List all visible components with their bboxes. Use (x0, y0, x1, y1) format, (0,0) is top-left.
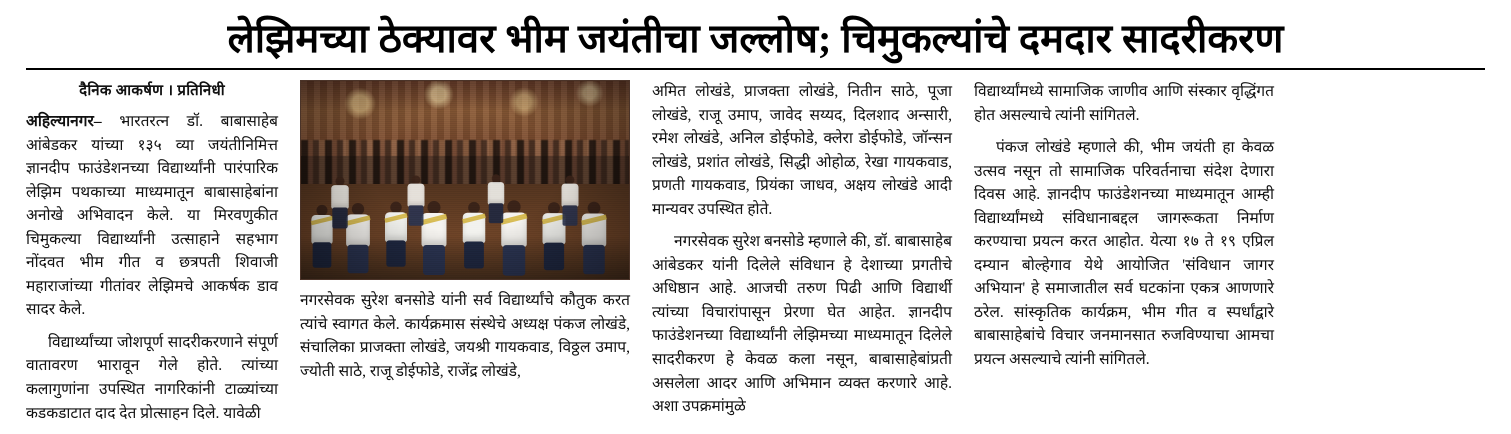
article-columns (26, 80, 1485, 434)
page-title: लेझिमच्या ठेक्यावर भीम जयंतीचा जल्लोष; चिमुकल्यांचे दमदार सादरीकरण (227, 16, 1284, 61)
photo-caption: नगरसेवक सुरेश बनसोडे यांनी सर्व विद्यार्थ्यांचे कौतुक करत त्यांचे स्वागत केले. कार्यक्रमास संस्थेचे अध्यक्ष पंकज लोखंडे, संचालिका प्राजक्ता लोखंडे, जयश्री गायकवाड, विठ्ठल उमाप, ज्योती साठे, राजू डोईफोडे, राजेंद्र लोखंडे, (300, 292, 630, 380)
paragraph-bansode-quote: नगरसेवक सुरेश बनसोडे म्हणाले की, डॉ. बाबासाहेब आंबेडकर यांनी दिलेले संविधान हे देशाच्या प्रगतीचे अधिष्ठान आहे. आजची तरुण पिढी आणि विद्यार्थी त्यांच्या विचारांपासून प्रेरणा घेत आहेत. ज्ञानदीप फाउंडेशनच्या विद्यार्थ्यांनी लेझिमच्या माध्यमातून दिलेले सादरीकरण हे केवळ कला नसून, बाबासाहेबांप्रती असलेला आदर आणि अभिमान व्यक्त करणारे आहे. अशा उपक्रमांमुळे (652, 233, 952, 416)
byline: दैनिक आकर्षण । प्रतिनिधी (79, 83, 225, 99)
paragraph-bansode-quote-cont: विद्यार्थ्यांमध्ये सामाजिक जाणीव आणि संस्कार वृद्धिंगत होत असल्याचे त्यांनी सांगितले. (974, 83, 1274, 124)
paragraph-lokhande-quote: पंकज लोखंडे म्हणाले की, भीम जयंती हा केवळ उत्सव नसून तो सामाजिक परिवर्तनाचा संदेश देणारा दिवस आहे. ज्ञानदीप फाउंडेशनच्या माध्यमातून आम्ही विद्यार्थ्यांमध्ये संविधानाबद्दल जागरूकता निर्माण करण्याचा प्रयत्न करत आहोत. येत्या १७ ते १९ एप्रिल दम्यान बोल्हेगाव येथे आयोजित 'संविधान जागर अभियान' हे समाजातील सर्व घटकांना एकत्र आणणारे ठरेल. सांस्कृतिक कार्यक्रम, भीम गीत व स्पर्धांद्वारे बाबासाहेबांचे विचार जनमानसात रुजविण्याचा आमचा प्रयत्न असल्याचे त्यांनी सांगितले. (974, 139, 1274, 369)
column-one (26, 80, 278, 434)
column-four (974, 80, 1274, 381)
dateline: अहिल्यानगर– (26, 113, 102, 130)
paragraph-attendees: अमित लोखंडे, प्राजक्ता लोखंडे, नितीन साठे, पूजा लोखंडे, राजू उमाप, जावेद सय्यद, दिलशाद अन्सारी, रमेश लोखंडे, अनिल डोईफोडे, क्लेरा डोईफोडे, जॉन्सन लोखंडे, प्रशांत लोखंडे, सिद्धी ओहोळ, रेखा गायकवाड, प्रणती गायकवाड, प्रियंका जाधव, अक्षय लोखंडे आदी मान्यवर उपस्थित होते. (652, 83, 952, 218)
paragraph-intro (26, 110, 278, 322)
column-three (652, 80, 952, 428)
article-photo (300, 80, 630, 280)
paragraph-intro-text: भारतरत्न डॉ. बाबासाहेब आंबेडकर यांच्या १३५ व्या जयंतीनिमित्त ज्ञानदीप फाउंडेशनच्या विद्यार्थ्यांनी पारंपारिक लेझिम पथकाच्या माध्यमातून बाबासाहेबांना अनोखे अभिवादन केले. या मिरवणुकीत चिमुकल्या विद्यार्थ्यांनी उत्साहाने सहभाग नोंदवत भीम गीत व छत्रपती शिवाजी महाराजांच्या गीतांवर लेझिमचे आकर्षक डाव सादर केले. (26, 113, 278, 319)
paragraph-one-b: विद्यार्थ्यांच्या जोशपूर्ण सादरीकरणाने संपूर्ण वातावरण भारावून गेले होते. त्यांच्या कलागुणांना उपस्थित नागरिकांनी टाळ्यांच्या कडकडाटात दाद देत प्रोत्साहन दिले. यावेळी (26, 333, 278, 422)
column-photo (300, 80, 630, 392)
photo-vignette (301, 81, 629, 279)
headline-divider (26, 68, 1485, 70)
